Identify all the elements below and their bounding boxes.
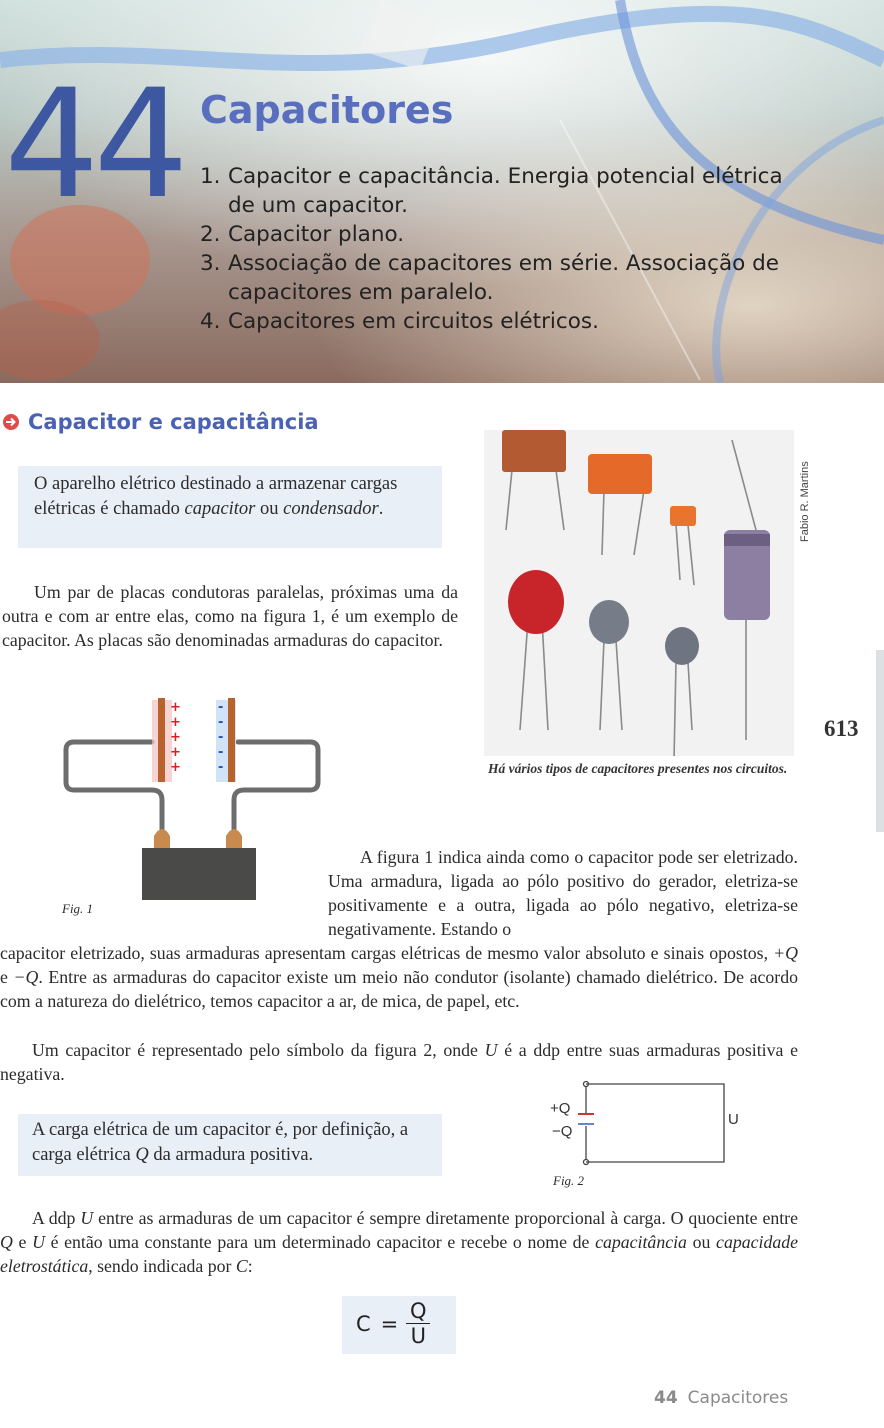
- capacitor-symbol-diagram: [540, 1076, 760, 1172]
- photo-credit: Fabio R. Martins: [799, 461, 811, 542]
- page-footer: [654, 1388, 788, 1408]
- photo-caption: Há vários tipos de capacitores presentes nos circuitos.: [488, 761, 788, 776]
- topic-number: 4.: [200, 309, 221, 334]
- figure-2-label: Fig. 2: [553, 1173, 585, 1188]
- formula-equals: =: [380, 1311, 399, 1336]
- footer-chapter-number: 44: [654, 1388, 678, 1408]
- paragraph-symbol: Um capacitor é representado pelo símbolo da figura 2, onde U é a ddp entre suas armaduras positiva e negativa.: [0, 1040, 798, 1084]
- topic-text: Capacitor plano.: [228, 222, 405, 247]
- formula-fraction: [406, 1300, 430, 1347]
- figure-2-capacitor-symbol: [540, 1076, 760, 1172]
- section-heading: [2, 410, 319, 434]
- figure-1-label: Fig. 1: [62, 901, 94, 916]
- paragraph-electrification-rest: capacitor eletrizado, suas armaduras apresentam cargas elétricas de mesmo valor absoluto e sinais opostos, +Q e −Q. Entre as armaduras do capacitor existe um meio não condutor (isolante) chamado dielétrico. De acordo com a natureza do dielétrico, temos capacitor a ar, de mica, de papel, etc.: [0, 943, 798, 1011]
- chapter-topics-list: [200, 162, 810, 336]
- term-capacidade-eletrostatica: capacidade eletrostática: [0, 1232, 799, 1276]
- chapter-title: Capacitores: [200, 88, 454, 132]
- fig2-minus-q-label: −Q: [552, 1123, 573, 1140]
- definition-text: .: [378, 499, 384, 519]
- formula-denominator: U: [410, 1324, 426, 1348]
- chapter-banner: [0, 0, 884, 383]
- definition-box: [18, 466, 442, 548]
- topic-number: 1.: [200, 164, 221, 189]
- topic-number: 2.: [200, 222, 221, 247]
- paragraph-capacitance: A ddp U entre as armaduras de um capacitor é sempre diretamente proporcional à carga. O quociente entre Q e U é então uma constante para um determinado capacitor e recebe o nome de capacitância ou capacidade eletrostática, sendo indicada por C:: [0, 1208, 799, 1276]
- chapter-number: 44: [4, 58, 183, 232]
- topic-item: [200, 249, 810, 307]
- term-condensador: condensador: [283, 499, 379, 519]
- paragraph-electrification: [0, 845, 798, 1013]
- formula-numerator: Q: [410, 1299, 427, 1323]
- paragraph-electrification-indented: A figura 1 indica ainda como o capacitor pode ser eletrizado. Uma armadura, ligada ao pólo positivo do gerador, eletriza-se positivamente e a outra, ligada ao pólo negativo, eletriza-se negativamente. Estando o: [328, 847, 798, 939]
- topic-text: Capacitor e capacitância. Energia potencial elétrica de um capacitor.: [228, 164, 783, 218]
- term-capacitancia: capacitância: [595, 1232, 687, 1252]
- paragraph-plates: Um par de placas condutoras paralelas, próximas uma da outra e com ar entre elas, como na figura 1, é um exemplo de capacitor. As placas são denominadas armaduras do capacitor.: [2, 582, 458, 650]
- charge-minus-q: −Q: [13, 967, 39, 987]
- definition-text: O aparelho elétrico destinado a armazenar cargas elétricas é chamado: [34, 474, 398, 519]
- topic-item: [200, 162, 810, 220]
- capacitors-photo-image: [484, 430, 794, 756]
- negative-charge-signs: -----: [218, 700, 224, 775]
- topic-number: 3.: [200, 251, 221, 276]
- topic-text: Capacitores em circuitos elétricos.: [228, 309, 599, 334]
- topic-item: [200, 220, 810, 249]
- term-capacitor: capacitor: [184, 499, 256, 519]
- definition-text: ou: [255, 499, 284, 519]
- page-side-tab: [876, 650, 884, 832]
- charge-definition-box: A carga elétrica de um capacitor é, por definição, a carga elétrica Q da armadura positiva.: [18, 1114, 442, 1176]
- footer-chapter-title: Capacitores: [687, 1388, 789, 1408]
- formula-lhs: C: [356, 1311, 371, 1336]
- capacitance-formula: [356, 1300, 430, 1347]
- topic-item: [200, 307, 810, 336]
- topic-text: Associação de capacitores em série. Associação de capacitores em paralelo.: [228, 251, 779, 305]
- charge-plus-q: +Q: [773, 943, 798, 963]
- page-number: 613: [824, 716, 859, 741]
- fig2-plus-q-label: +Q: [550, 1100, 571, 1117]
- fig2-u-label: U: [728, 1111, 739, 1128]
- bullet-arrow-icon: [2, 413, 20, 431]
- capacitors-photo: [484, 430, 794, 756]
- section-title: Capacitor e capacitância: [28, 410, 319, 434]
- positive-charge-signs: +++++: [170, 700, 181, 775]
